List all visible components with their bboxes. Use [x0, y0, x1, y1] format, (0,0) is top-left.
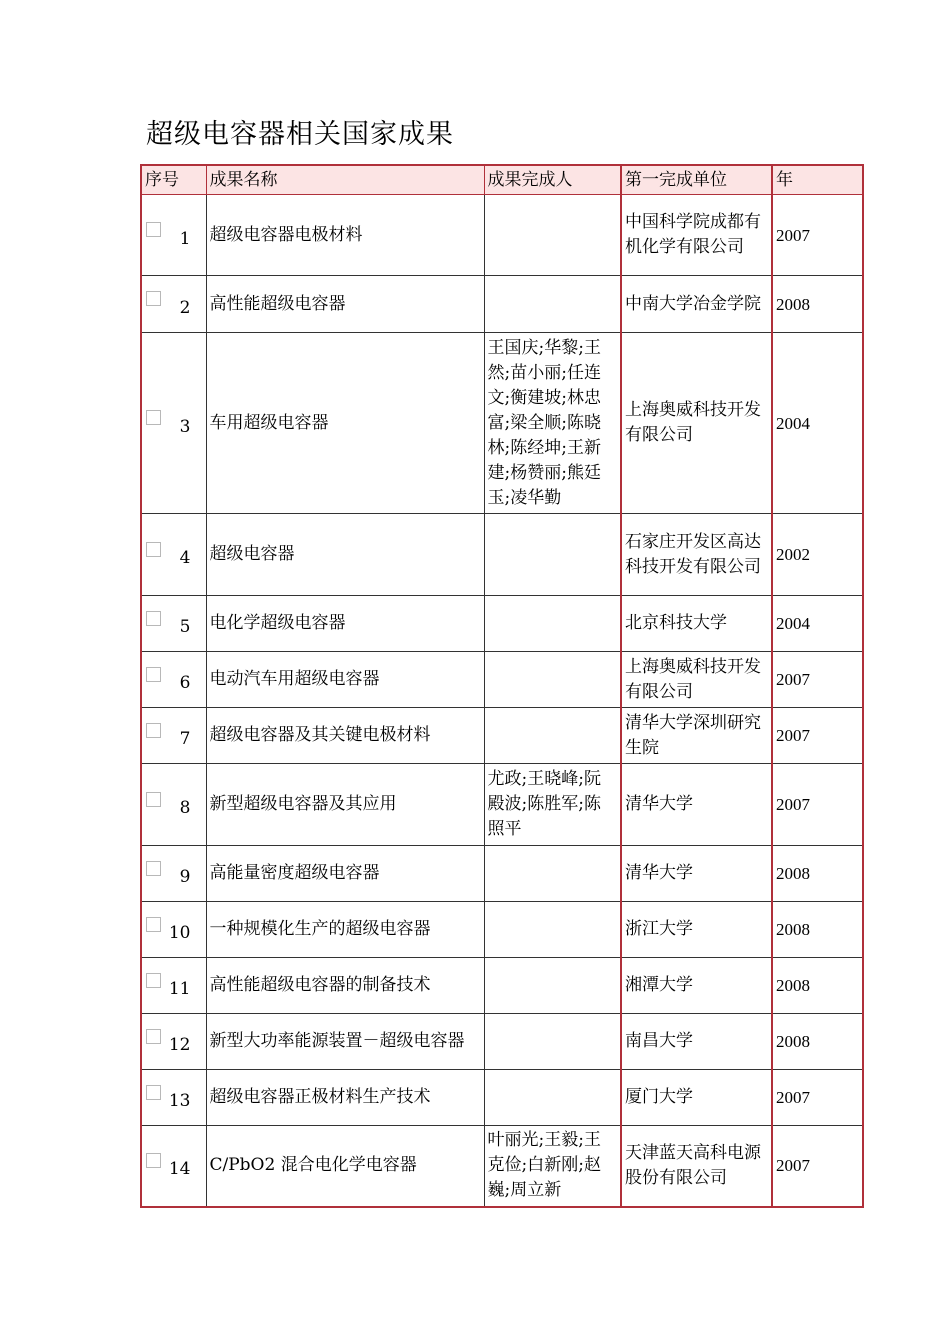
row-unit: 清华大学	[621, 846, 772, 902]
row-number: 4	[179, 548, 191, 568]
row-checkbox[interactable]	[146, 1029, 161, 1044]
row-people	[484, 195, 621, 276]
row-unit: 上海奥威科技开发有限公司	[621, 333, 772, 514]
row-number: 1	[179, 228, 191, 249]
row-name: 电动汽车用超级电容器	[206, 652, 484, 708]
row-year: 2008	[772, 958, 863, 1014]
row-unit: 北京科技大学	[621, 596, 772, 652]
row-people	[484, 958, 621, 1014]
row-name: 高性能超级电容器的制备技术	[206, 958, 484, 1014]
row-checkbox[interactable]	[146, 667, 161, 682]
row-no-cell	[141, 276, 206, 333]
row-year: 2007	[772, 708, 863, 764]
row-people	[484, 276, 621, 333]
row-people	[484, 652, 621, 708]
table-row	[141, 902, 863, 958]
row-no-cell	[141, 1070, 206, 1126]
row-people	[484, 708, 621, 764]
table-row	[141, 333, 863, 514]
row-people	[484, 846, 621, 902]
row-number: 3	[179, 416, 191, 437]
row-checkbox[interactable]	[146, 611, 161, 626]
page-title: 超级电容器相关国家成果	[146, 119, 454, 150]
row-unit: 湘潭大学	[621, 958, 772, 1014]
row-unit: 上海奥威科技开发有限公司	[621, 652, 772, 708]
table-row	[141, 846, 863, 902]
row-unit: 石家庄开发区高达科技开发有限公司	[621, 514, 772, 596]
row-no-cell	[141, 195, 206, 276]
row-number: 7	[179, 729, 191, 749]
row-number: 12	[168, 1035, 191, 1055]
row-unit: 清华大学	[621, 764, 772, 846]
row-no-cell	[141, 958, 206, 1014]
row-unit: 清华大学深圳研究生院	[621, 708, 772, 764]
row-unit: 中国科学院成都有机化学有限公司	[621, 195, 772, 276]
table-row	[141, 708, 863, 764]
row-unit: 浙江大学	[621, 902, 772, 958]
row-number: 14	[168, 1159, 191, 1180]
row-unit: 天津蓝天高科电源股份有限公司	[621, 1126, 772, 1207]
table-row	[141, 596, 863, 652]
row-name: 超级电容器电极材料	[206, 195, 484, 276]
row-checkbox[interactable]	[146, 1153, 161, 1168]
row-number: 11	[168, 979, 191, 999]
row-number: 2	[179, 297, 191, 318]
table-row	[141, 1014, 863, 1070]
row-no-cell	[141, 902, 206, 958]
row-people: 叶丽光;王毅;王克俭;白新刚;赵巍;周立新	[484, 1126, 621, 1207]
row-people	[484, 1070, 621, 1126]
row-no-cell	[141, 333, 206, 514]
row-name: C/PbO2 混合电化学电容器	[206, 1126, 484, 1207]
table-row	[141, 958, 863, 1014]
row-number: 5	[179, 617, 191, 637]
row-number: 10	[168, 923, 191, 943]
row-no-cell	[141, 1126, 206, 1207]
row-people: 王国庆;华黎;王然;苗小丽;任连文;衡建坡;林忠富;梁全顺;陈晓林;陈经坤;王新建;杨赞丽;熊廷玉;凌华勤	[484, 333, 621, 514]
row-no-cell	[141, 652, 206, 708]
row-people	[484, 596, 621, 652]
row-checkbox[interactable]	[146, 861, 161, 876]
header-unit: 第一完成单位	[621, 165, 772, 195]
row-name: 电化学超级电容器	[206, 596, 484, 652]
row-checkbox[interactable]	[146, 792, 161, 807]
row-year: 2008	[772, 846, 863, 902]
header-year: 年	[772, 165, 863, 195]
row-no-cell	[141, 514, 206, 596]
row-checkbox[interactable]	[146, 291, 161, 306]
results-table	[140, 164, 864, 1208]
table-row	[141, 1070, 863, 1126]
table-row	[141, 764, 863, 846]
row-no-cell	[141, 708, 206, 764]
row-year: 2007	[772, 652, 863, 708]
row-people	[484, 514, 621, 596]
header-people: 成果完成人	[484, 165, 621, 195]
row-checkbox[interactable]	[146, 1085, 161, 1100]
row-no-cell	[141, 1014, 206, 1070]
row-checkbox[interactable]	[146, 723, 161, 738]
row-unit: 南昌大学	[621, 1014, 772, 1070]
row-number: 13	[168, 1091, 191, 1111]
row-year: 2004	[772, 333, 863, 514]
row-name: 高性能超级电容器	[206, 276, 484, 333]
row-year: 2007	[772, 1070, 863, 1126]
row-year: 2004	[772, 596, 863, 652]
row-year: 2007	[772, 195, 863, 276]
row-name: 新型超级电容器及其应用	[206, 764, 484, 846]
row-year: 2008	[772, 902, 863, 958]
row-name: 高能量密度超级电容器	[206, 846, 484, 902]
row-checkbox[interactable]	[146, 222, 161, 237]
row-name: 超级电容器正极材料生产技术	[206, 1070, 484, 1126]
row-no-cell	[141, 596, 206, 652]
row-name: 车用超级电容器	[206, 333, 484, 514]
header-name: 成果名称	[206, 165, 484, 195]
row-people: 尤政;王晓峰;阮殿波;陈胜军;陈照平	[484, 764, 621, 846]
row-year: 2008	[772, 1014, 863, 1070]
table-header-row	[141, 165, 863, 195]
row-checkbox[interactable]	[146, 917, 161, 932]
row-number: 8	[179, 798, 191, 818]
row-number: 9	[179, 867, 191, 887]
table-row	[141, 652, 863, 708]
row-name: 超级电容器及其关键电极材料	[206, 708, 484, 764]
row-year: 2008	[772, 276, 863, 333]
table-row	[141, 195, 863, 276]
row-name: 新型大功率能源装置－超级电容器	[206, 1014, 484, 1070]
table-row	[141, 514, 863, 596]
header-no: 序号	[141, 165, 206, 195]
row-year: 2002	[772, 514, 863, 596]
row-unit: 中南大学冶金学院	[621, 276, 772, 333]
table-row	[141, 1126, 863, 1207]
row-no-cell	[141, 846, 206, 902]
row-name: 一种规模化生产的超级电容器	[206, 902, 484, 958]
row-checkbox[interactable]	[146, 542, 161, 557]
row-year: 2007	[772, 764, 863, 846]
row-checkbox[interactable]	[146, 410, 161, 425]
row-no-cell	[141, 764, 206, 846]
row-people	[484, 1014, 621, 1070]
row-checkbox[interactable]	[146, 973, 161, 988]
row-people	[484, 902, 621, 958]
row-unit: 厦门大学	[621, 1070, 772, 1126]
row-year: 2007	[772, 1126, 863, 1207]
table-row	[141, 276, 863, 333]
row-number: 6	[179, 673, 191, 693]
row-name: 超级电容器	[206, 514, 484, 596]
